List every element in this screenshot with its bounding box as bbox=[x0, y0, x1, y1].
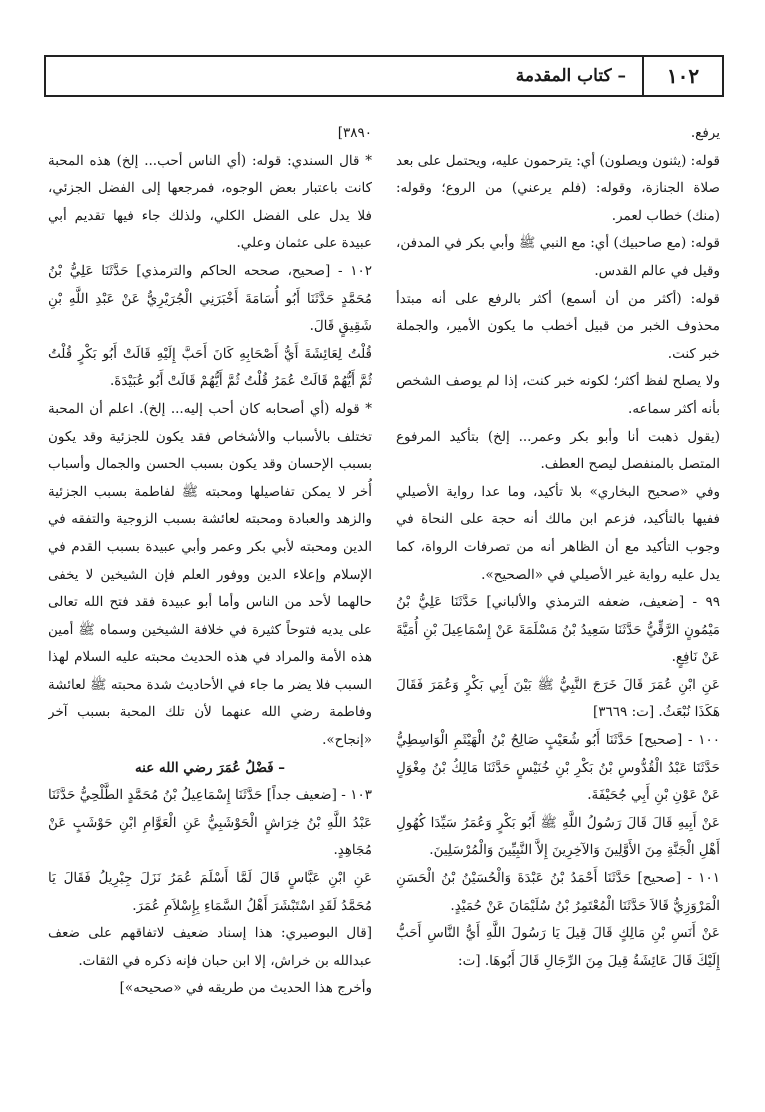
hadith-103: ١٠٣ - [ضعيف جداً] حَدَّثَنَا إِسْمَاعِيلُ بْنُ مُحَمَّدٍ الطَّلْحِيُّ حَدَّثَنَا عَبْدُ اللَّهِ بْنُ خِرَاشٍ الْحَوْشَبِيُّ عَنِ الْعَوَّامِ ابْنِ حَوْشَبٍ عَنْ مُجَاهِدٍ. bbox=[48, 787, 372, 859]
hadith-text: عَنِ ابْنِ عَبَّاسٍ قَالَ لَمَّا أَسْلَمَ عُمَرُ نَزَلَ جِبْرِيلُ فَقَالَ يَا مُحَمَّدُ لَقَدِ اسْتَبْشَرَ أَهْلُ السَّمَاءِ بِإِسْلاَمِ عُمَرَ. bbox=[48, 870, 372, 914]
hadith-99: ٩٩ - [ضعيف، ضعفه الترمذي والألباني] حَدَّثَنَا عَلِيُّ بْنُ مَيْمُونٍ الرَّقِّيُّ حَدَّثَنَا سَعِيدُ بْنُ مَسْلَمَةَ عَنْ إِسْمَاعِيلَ بْنِ أُمَيَّةَ عَنْ نَافِعٍ. bbox=[396, 594, 720, 666]
hadith-text: عَنِ ابْنِ عُمَرَ قَالَ خَرَجَ النَّبِيُّ ﷺ بَيْنَ أَبِي بَكْرٍ وَعُمَرَ فَقَالَ هَكَذَا نُبْعَثُ. [ت: ٣٦٦٩] bbox=[396, 676, 720, 721]
paragraph: (يقول ذهبت أنا وأبو بكر وعمر... إلخ) بتأكيد المرفوع المتصل بالمنفصل ليصح العطف. bbox=[396, 428, 720, 473]
hadith-102: ١٠٢ - [صحيح، صححه الحاكم والترمذي] حَدَّثَنَا عَلِيُّ بْنُ مُحَمَّدٍ حَدَّثَنَا أَبُو أُسَامَةَ أَخْبَرَنِي الْجُرَيْرِيُّ عَنْ عَبْدِ اللَّهِ بْنِ شَقِيقٍ قَالَ. bbox=[48, 262, 372, 335]
paragraph: ٣٨٩٠] bbox=[337, 125, 372, 141]
section-heading: – فَضْلُ عُمَرَ رضي الله عنه bbox=[134, 759, 286, 776]
hadith-101: ١٠١ - [صحيح] حَدَّثَنَا أَحْمَدُ بْنُ عَبْدَةَ وَالْحُسَيْنُ بْنُ الْحَسَنِ الْمَرْوَزِيُّ قَالاَ حَدَّثَنَا الْمُعْتَمِرُ بْنُ سُلَيْمَانَ عَنْ حُمَيْدٍ. bbox=[396, 870, 720, 914]
page-number: ١٠٢ bbox=[666, 64, 700, 88]
paragraph: قوله: (أكثر من أن أسمع) أكثر بالرفع على أنه مبتدأ محذوف الخبر من قبيل أخطب ما يكون الأمير، والجملة خبر كنت. bbox=[396, 290, 720, 362]
paragraph: يرفع. bbox=[690, 125, 720, 141]
header-divider bbox=[642, 57, 644, 95]
paragraph: وفي «صحيح البخاري» بلا تأكيد، وما عدا رواية الأصيلي ففيها بالتأكيد، فزعم ابن مالك أنه حجة على النحاة في وجوب التأكيد مع أن الظاهر أنه من تصرفات الرواة، كما يدل عليه رواية غير الأصيلي في «الصحيح». bbox=[396, 483, 720, 583]
paragraph: [قال البوصيري: هذا إسناد ضعيف لاتفاقهم على ضعف عبدالله بن خراش، إلا ابن حبان فإنه ذكره في الثقات. bbox=[48, 925, 372, 969]
book-title: – كتاب المقدمة bbox=[515, 66, 626, 86]
paragraph: وأخرج هذا الحديث من طريقه في «صحيحه»] bbox=[119, 980, 372, 997]
right-column bbox=[396, 120, 720, 1095]
hadith-text: عَنْ أَنَسِ بْنِ مَالِكٍ قَالَ قِيلَ يَا رَسُولَ اللَّهِ أَيُّ النَّاسِ أَحَبُّ إِلَيْكَ قَالَ عَائِشَةُ قِيلَ مِنَ الرِّجَالِ قَالَ أَبُوهَا. [ت: bbox=[396, 925, 720, 969]
paragraph: ولا يصلح لفظ أكثر؛ لكونه خبر كنت، إذا لم يوصف الشخص بأنه أكثر سماعه. bbox=[396, 373, 720, 417]
hadith-text: قُلْتُ لِعَائِشَةَ أَيُّ أَصْحَابِهِ كَانَ أَحَبَّ إِلَيْهِ قَالَتْ أَبُو بَكْرٍ قُلْتُ ثُمَّ أَيُّهُمْ قَالَتْ عُمَرُ قُلْتُ ثُمَّ أَيُّهُمْ قَالَتْ أَبُو عُبَيْدَةَ. bbox=[48, 345, 372, 390]
hadith-100: ١٠٠ - [صحيح] حَدَّثَنَا أَبُو شُعَيْبٍ صَالِحُ بْنُ الْهَيْثَمِ الْوَاسِطِيُّ حَدَّثَنَا عَبْدُ الْقُدُّوسِ بْنُ بَكْرِ بْنِ خُنَيْسٍ حَدَّثَنَا مَالِكُ بْنُ مِغْوَلٍ عَنْ عَوْنِ بْنِ أَبِي جُحَيْفَةَ. bbox=[396, 732, 720, 804]
hadith-text: عَنْ أَبِيهِ قَالَ قَالَ رَسُولُ اللَّهِ ﷺ أَبُو بَكْرٍ وَعُمَرُ سَيِّدَا كُهُولِ أَهْلِ الْجَنَّةِ مِنَ الأَوَّلِينَ وَالآخِرِينَ إِلاَّ النَّبِيِّينَ وَالْمُرْسَلِينَ. bbox=[396, 814, 720, 859]
paragraph: قوله: (يثنون ويصلون) أي: يترحمون عليه، ويحتمل على بعد صلاة الجنازة، وقوله: (فلم يرعني) من الروع؛ وقوله: (منك) خطاب لعمر. bbox=[396, 152, 720, 224]
left-column bbox=[48, 120, 372, 1095]
page-header bbox=[44, 55, 724, 97]
paragraph: قوله: (مع صاحبيك) أي: مع النبي ﷺ وأبي بكر في المدفن، وقيل في عالم القدس. bbox=[396, 235, 720, 279]
paragraph: * قال السندي: قوله: (أي الناس أحب... إلخ) هذه المحبة كانت باعتبار بعض الوجوه، فمرجعها إلى الفضل الجزئي، فلا يدل على الفضل الكلي، ولذلك جاء فيها تقديم أبي عبيدة على عثمان وعلي. bbox=[48, 152, 372, 252]
paragraph: * قوله (أي أصحابه كان أحب إليه... إلخ). اعلم أن المحبة تختلف بالأسباب والأشخاص فقد يكون للجزئية وقد يكون بسبب الإحسان وقد يكون بسبب الحسن والجمال وأسباب أُخر لا يمكن تفاصيلها ومحبته ﷺ لفاطمة بسبب الجزئية والزهد والعبادة ومحبته لعائشة بسبب الزوجية والتفقه في الدين ومحبته لأبي بكر وعمر وأبي عبيدة بسبب القدم في الإسلام وإعلاء الدين ووفور العلم فإن الشيخين لا يخفى حالهما لأحد من الناس وأما أبو عبيدة فقد فتح الله تعالى على يديه فتوحاً كثيرة في خلافة الشيخين وسماه ﷺ أمين هذه الأمة والمراد في هذه الحديث محبته عليه السلام لهذا السبب فلا يضر ما جاء في الأحاديث شدة محبته ﷺ لعائشة وفاطمة رضي الله عنهما لأن تلك المحبة بسبب آخر «إنجاح». bbox=[48, 400, 372, 749]
